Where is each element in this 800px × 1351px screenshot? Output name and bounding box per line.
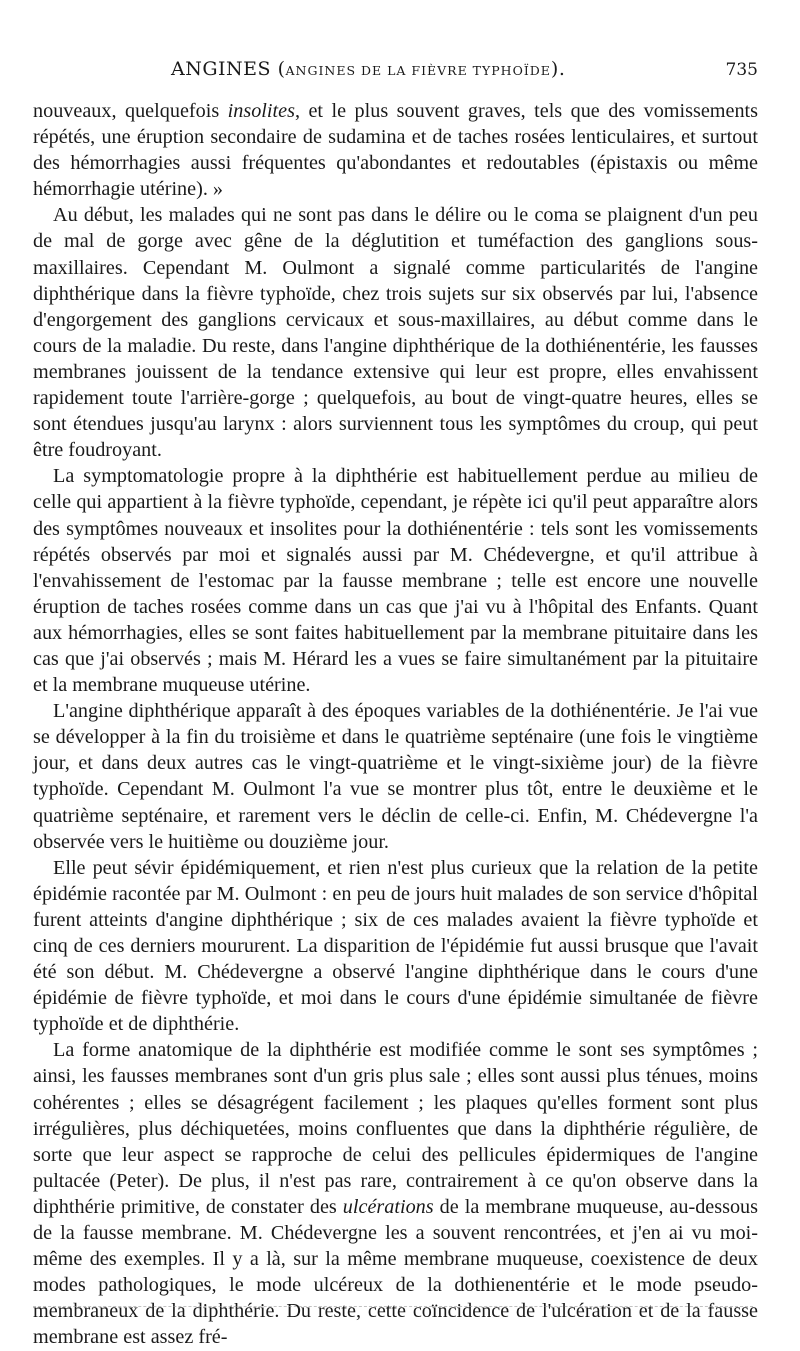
text-segment: Au début, les malades qui ne sont pas dans le délire ou le coma se plaignent d'un peu de mal de gorge avec gêne de la déglutition et tuméfaction des ganglions sous-maxillaires. Cependant M. Oulmont a signalé comme particularités de l'angine diphthérique dans la fièvre typhoïde, chez trois sujets sur six observés par lui, l'absence d'engorgement des ganglions cervicaux et sous-maxillaires, au début comme dans le cours de la maladie. Du reste, dans l'angine diphthérique de la dothiénentérie, les fausses membranes jouissent de la tendance extensive qui leur est propre, elles envahissent rapidement toute l'arrière-gorge ; quelquefois, au bout de vingt-quatre heures, elles se sont étendues jusqu'au larynx : alors surviennent tous les symptômes du croup, qui peut être foudroyant. bbox=[33, 204, 758, 462]
paragraph bbox=[33, 1037, 758, 1350]
document-page bbox=[33, 58, 758, 1351]
title-paren-close: ). bbox=[550, 58, 566, 80]
text-segment: La symptomatologie propre à la diphthérie est habituellement perdue au milieu de celle qui appartient à la fièvre typhoïde, cependant, je répète ici qu'il peut apparaître alors des symptômes nouveaux et insolites pour la dothiénentérie : tels sont les vomissements répétés observés par moi et signalés aussi par M. Chédevergne, et qu'il attribue à l'envahissement de l'estomac par la fausse membrane ; telle est encore une nouvelle éruption de taches rosées comme dans un cas que j'ai vu à l'hôpital des Enfants. Quant aux hémorrhagies, elles se sont faites habituellement par la membrane pituitaire dans les cas que j'ai observés ; mais M. Hérard les a vues se faire simultanément par la pituitaire et la membrane muqueuse utérine. bbox=[33, 465, 758, 697]
title-main: ANGINES bbox=[171, 58, 272, 80]
page-number: 735 bbox=[725, 60, 758, 80]
paragraph bbox=[33, 698, 758, 855]
running-header bbox=[43, 58, 758, 98]
paragraph bbox=[33, 98, 758, 202]
italic-text: insolites bbox=[227, 100, 295, 122]
italic-text: ulcérations bbox=[342, 1195, 434, 1218]
text-segment: de la membrane muqueuse, au-dessous de la fausse membrane. M. Chédevergne les a souvent rencontrées, et j'en ai vu moi-même des exemples. Il y a là, sur la même membrane muqueuse, coexistence de deux modes pathologiques, le mode ulcéreux de la dothienentérie et le mode pseudo-membraneux de la diphthérie. Du reste, cette coïncidence de l'ulcération et de la fausse membrane est assez fré- bbox=[33, 1195, 759, 1349]
text-segment: Elle peut sévir épidémiquement, et rien n'est plus curieux que la relation de la petite épidémie racontée par M. Oulmont : en peu de jours huit malades de son service d'hôpital furent atteints d'angine diphthérique ; six de ces malades avaient la fièvre typhoïde et cinq de ces derniers moururent. La disparition de l'épidémie fut aussi brusque que l'avait été son début. M. Chédevergne a observé l'angine diphthérique dans le cours d'une épidémie de fièvre typhoïde, et moi dans le cours d'une épidémie simultanée de fièvre typhoïde et de diphthérie. bbox=[33, 856, 758, 1036]
paragraph bbox=[33, 463, 758, 698]
text-segment: L'angine diphthérique apparaît à des époques variables de la dothiénentérie. Je l'ai vue se développer à la fin du troisième et dans le quatrième septénaire (une fois le vingtième jour, et dans deux autres cas le vingt-quatrième et le vingt-sixième jour) de la fièvre typhoïde. Cependant M. Oulmont l'a vue se montrer plus tôt, entre le deuxième et le quatrième septénaire, et rarement vers le déclin de celle-ci. Enfin, M. Chédevergne l'a observée vers le huitième ou douzième jour. bbox=[33, 700, 758, 853]
paragraph bbox=[33, 855, 758, 1038]
body-text bbox=[33, 98, 758, 1351]
title-paren-open: ( bbox=[271, 58, 286, 80]
paragraph bbox=[33, 202, 758, 463]
text-segment: , et le plus souvent graves, tels que des vomissements répétés, une éruption secondaire de sudamina et de taches rosées lenticulaires, et surtout des hémorrhagies aussi fréquentes qu'abondantes et redoutables (épistaxis ou même hémorrhagie utérine). » bbox=[33, 100, 759, 201]
text-segment: nouveaux, quelquefois bbox=[33, 100, 228, 122]
running-title bbox=[171, 58, 565, 80]
text-segment: La forme anatomique de la diphthérie est modifiée comme le sont ses symptômes ; ainsi, les fausses membranes sont d'un gris plus sale ; elles sont aussi plus ténues, moins cohérentes ; elles se désagrégent facilement ; les plaques qu'elles forment sont plus irrégulières, plus déchiquetées, moins confluentes que dans la diphthérie régulière, de sorte que leur aspect se rapproche de celui des pellicules épidermiques de l'angine pultacée (Peter). De plus, il n'est pas rare, contrairement à ce qu'on observe dans la diphthérie primitive, de constater des bbox=[33, 1039, 758, 1218]
footer-rule bbox=[33, 1306, 753, 1307]
title-smallcaps: ANGINES DE LA FIÈVRE TYPHOÏDE bbox=[285, 63, 551, 78]
